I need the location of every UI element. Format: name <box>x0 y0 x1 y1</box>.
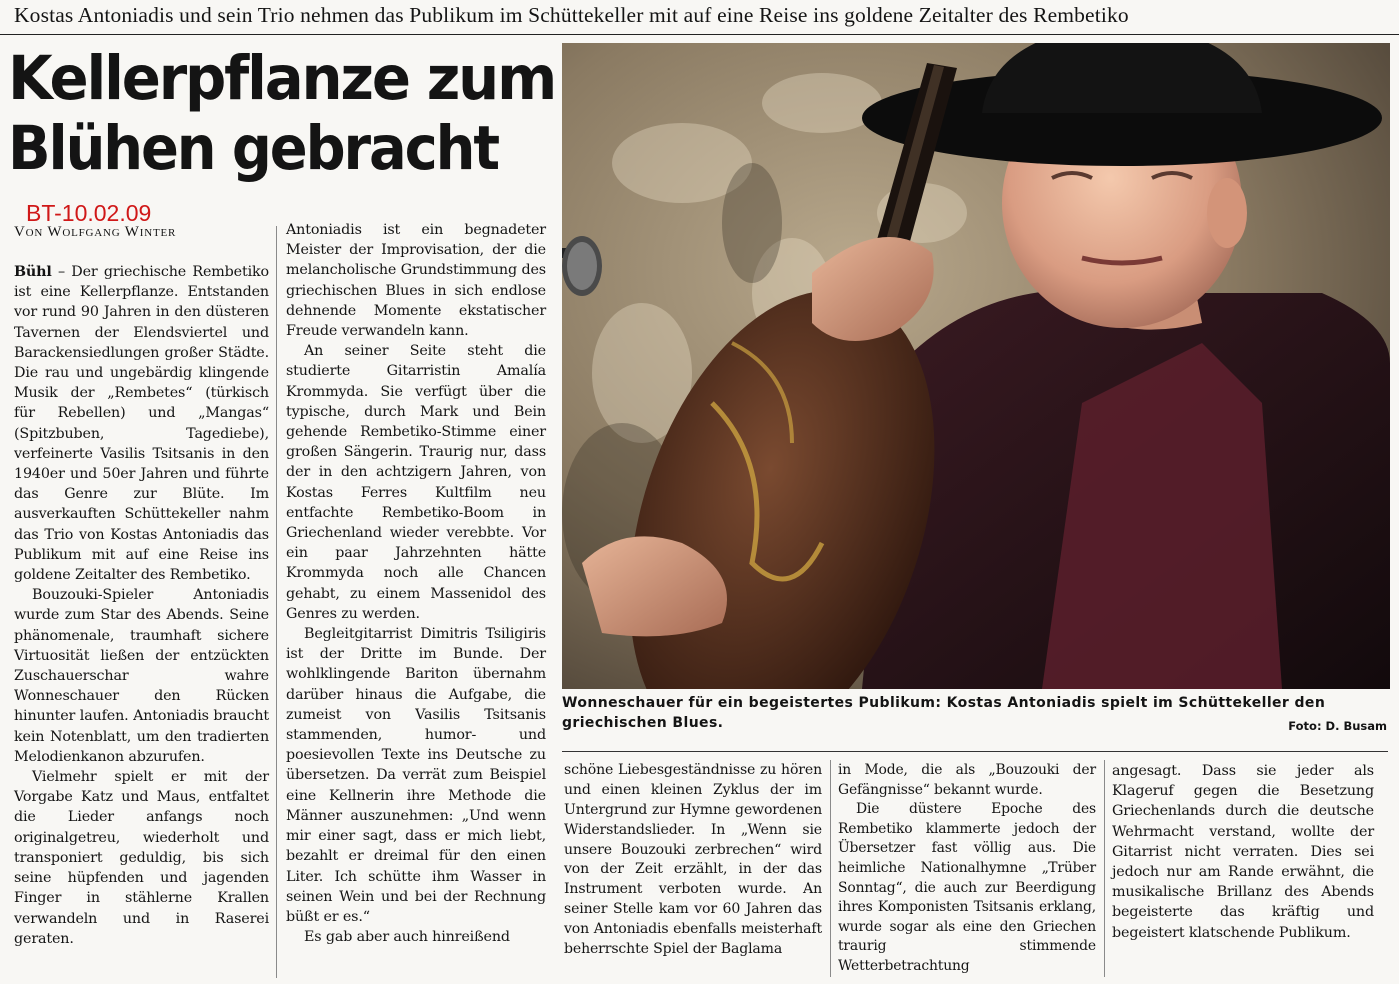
article-paragraph <box>838 800 1096 976</box>
headline-line-1: Kellerpflanze zum <box>8 43 556 114</box>
photo-credit: Foto: D. Busam <box>1288 719 1387 733</box>
article-paragraph <box>14 262 269 585</box>
paragraph-text: in Mode, die als „Bouzouki der Gefängnisse“ bekannt wurde. <box>838 762 1096 798</box>
paragraph-text: Es gab aber auch hinreißend <box>304 929 510 946</box>
text-column-2 <box>286 220 546 977</box>
column-divider <box>276 226 277 978</box>
article-paragraph <box>838 761 1096 800</box>
paragraph-text: schöne Liebesgeständnisse zu hören und einen kleinen Zyklus der im Untergrund zur Hymne gewordenen Widerstandslieder. In „Wenn sie unsere Bouzouki zerbrechen“ wird von der Zeit erzählt, in der das Instrument verboten wurde. An seiner Stelle kam vor 60 Jahren das von Antoniadis ebenfalls meisterhaft beherrschte Spiel der Baglama <box>564 762 822 957</box>
article-paragraph <box>286 341 546 624</box>
article-paragraph <box>14 585 269 767</box>
kicker-divider <box>0 34 1399 35</box>
paragraph-text: angesagt. Dass sie jeder als Klageruf gegen die Besetzung Griechenlands durch die deutsche Wehrmacht verstand, wollte der Gitarrist nicht verraten. Dies sei jedoch nur am Rande erwähnt, die musikalische Brillanz des Abends begeisterte das kräftig und begeistert klatschende Publikum. <box>1112 763 1374 941</box>
article-paragraph <box>286 220 546 341</box>
article-paragraph <box>14 767 269 949</box>
paragraph-text: Bouzouki-Spieler Antoniadis wurde zum Star des Abends. Seine phänomenale, traumhaft sichere Virtuosität ließen der entzückten Zuschauerschar wahre Wonneschauer den Rücken hinunter laufen. Antoniadis braucht kein Notenblatt, um den tradierten Melodienkanon abzurufen. <box>14 587 269 765</box>
text-column-3 <box>564 761 822 977</box>
article-paragraph <box>1112 761 1374 943</box>
column-divider <box>1104 760 1105 977</box>
paragraph-text: Begleitgitarrist Dimitris Tsiligiris ist der Dritte im Bunde. Der wohlklingende Bariton übernahm darüber hinaus die Aufgabe, die zumeist von Vasilis Tsitsanis stammenden, humor- und poesievollen Texte ins Deutsche zu übersetzen. Da verrät zum Beispiel eine Kellnerin ihre Methode die Männer auszunehmen: „Und wenn mir einer sagt, dass er mich liebt, bezahlt er dreimal für den einen Liter. Ich schütte ihm Wasser in seinen Wein und bei der Rechnung büßt er es.“ <box>286 626 546 925</box>
microphone-icon <box>562 236 602 296</box>
byline: Von Wolfgang Winter <box>14 224 177 240</box>
paragraph-text: Antoniadis ist ein begnadeter Meister der Improvisation, der die melancholische Grundstimmung des griechischen Blues in sich endlose dehnende Momente ekstatischer Freude verwandeln kann. <box>286 222 546 340</box>
article-headline <box>8 44 568 184</box>
text-column-1 <box>14 262 269 977</box>
text-column-4 <box>838 761 1096 977</box>
paragraph-text: – Der griechische Rembetiko ist eine Kellerpflanze. Entstanden vor rund 90 Jahren in den düsteren Tavernen der Elendsviertel und Barackensiedlungen großer Städte. Die rau und ungebärdig klingende Musik der „Rembetes“ (türkisch für Rebellen) und „Mangas“ (Spitzbuben, Tagediebe), verfeinerte Vasilis Tsitsanis in den 1940er und 50er Jahren und führte das Genre zur Blüte. Im ausverkauften Schüttekeller nahm das Trio von Kostas Antoniadis das Publikum mit auf eine Reise ins goldene Zeitalter des Rembetiko. <box>14 264 269 584</box>
article-photo <box>562 43 1390 689</box>
archive-stamp: BT-10.02.09 <box>26 200 152 226</box>
text-column-5 <box>1112 761 1374 977</box>
article-paragraph <box>564 761 822 960</box>
column-divider <box>830 760 831 977</box>
photo-illustration <box>562 43 1390 689</box>
caption-divider <box>562 751 1388 752</box>
article-kicker: Kostas Antoniadis und sein Trio nehmen das Publikum im Schüttekeller mit auf eine Reise ins goldene Zeitalter des Rembetiko <box>14 3 1129 27</box>
photo-caption: Wonneschauer für ein begeistertes Publikum: Kostas Antoniadis spielt im Schüttekeller den griechischen Blues. <box>562 695 1326 731</box>
dateline: Bühl <box>14 264 52 280</box>
article-paragraph <box>286 624 546 927</box>
headline-line-2: Blühen gebracht <box>8 113 498 184</box>
paragraph-text: An seiner Seite steht die studierte Gitarristin Amalía Krommyda. Sie verfügt über die typische, durch Mark und Bein gehende Rembetiko-Stimme einer großen Sängerin. Traurig nur, dass der in den achtzigern Jahren, von Kostas Ferres Kultfilm neu entfachte Rembetiko-Boom in Griechenland wieder verebbte. Vor ein paar Jahrzehnten hätte Krommyda noch alle Chancen gehabt, zu einem Massenidol des Genres zu werden. <box>286 343 546 622</box>
paragraph-text: Vielmehr spielt er mit der Vorgabe Katz und Maus, entfaltet die Lieder anfangs noch originalgetreu, wiederholt und transponiert geduldig, bis sich seine hüpfenden und jagenden Finger in stählerne Krallen verwandeln und in Raserei geraten. <box>14 769 269 947</box>
paragraph-text: Die düstere Epoche des Rembetiko klammerte jedoch der Übersetzer fast völlig aus. Die heimliche Nationalhymne „Trüber Sonntag“, die auch zur Beerdigung ihres Komponisten Tsitsanis erklang, wurde sogar als eine den Griechen traurig stimmende Wetterbetrachtung <box>838 801 1096 974</box>
article-paragraph <box>286 927 546 947</box>
